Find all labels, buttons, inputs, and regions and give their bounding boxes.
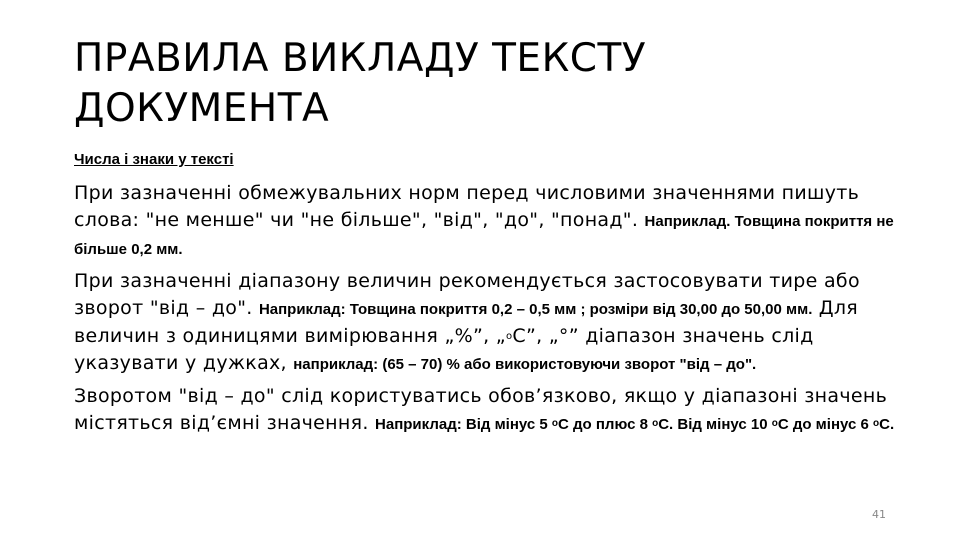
example-text: Наприклад. Товщина покриття не більше 0,2 мм. (74, 213, 894, 258)
page-number: 41 (872, 508, 886, 521)
degree-sign: о (505, 331, 513, 342)
paragraph-text: С”, „°” діапазон значень слід указувати у дужках, (74, 325, 814, 374)
paragraph-text: Зворотом "від – до" слід користуватись обов’язково, якщо у діапазоні значень містяться від’ємні значення. (74, 385, 888, 434)
degree-sign: о (652, 418, 659, 429)
example-part: Наприклад: Від мінус 5 (375, 416, 552, 433)
degree-sign: о (771, 418, 778, 429)
example-part: С. Від мінус 10 (658, 416, 772, 433)
slide-body (74, 150, 924, 443)
slide-title: ПРАВИЛА ВИКЛАДУ ТЕКСТУ ДОКУМЕНТА (74, 36, 647, 131)
degree-sign: о (551, 418, 559, 429)
section-subheading: Числа і знаки у тексті (74, 151, 234, 168)
paragraph-text: Для величин з одиницями вимірювання „%”, „ (74, 297, 859, 347)
example-text: наприклад: (65 – 70) % або використовуючи зворот "від – до". (293, 356, 757, 373)
paragraph-text: При зазначенні обмежувальних норм перед числовими значеннями пишуть слова: "не менше" чи "не більше", "від", "до", "понад". (74, 182, 860, 231)
example-part: С до плюс 8 (558, 416, 653, 433)
paragraph-ranges (74, 268, 924, 378)
paragraph-negative (74, 383, 924, 438)
degree-sign: о (873, 418, 880, 429)
example-text: Наприклад: Товщина покриття 0,2 – 0,5 мм ; розміри від 30,00 до 50,00 мм. (258, 301, 813, 318)
example-part: С. (879, 416, 895, 433)
paragraph-text: При зазначенні діапазону величин рекомендується застосовувати тире або зворот "від – до". (74, 270, 860, 319)
example-part: С до мінус 6 (777, 416, 873, 433)
paragraph-limits (74, 180, 924, 263)
example-text (375, 416, 894, 433)
